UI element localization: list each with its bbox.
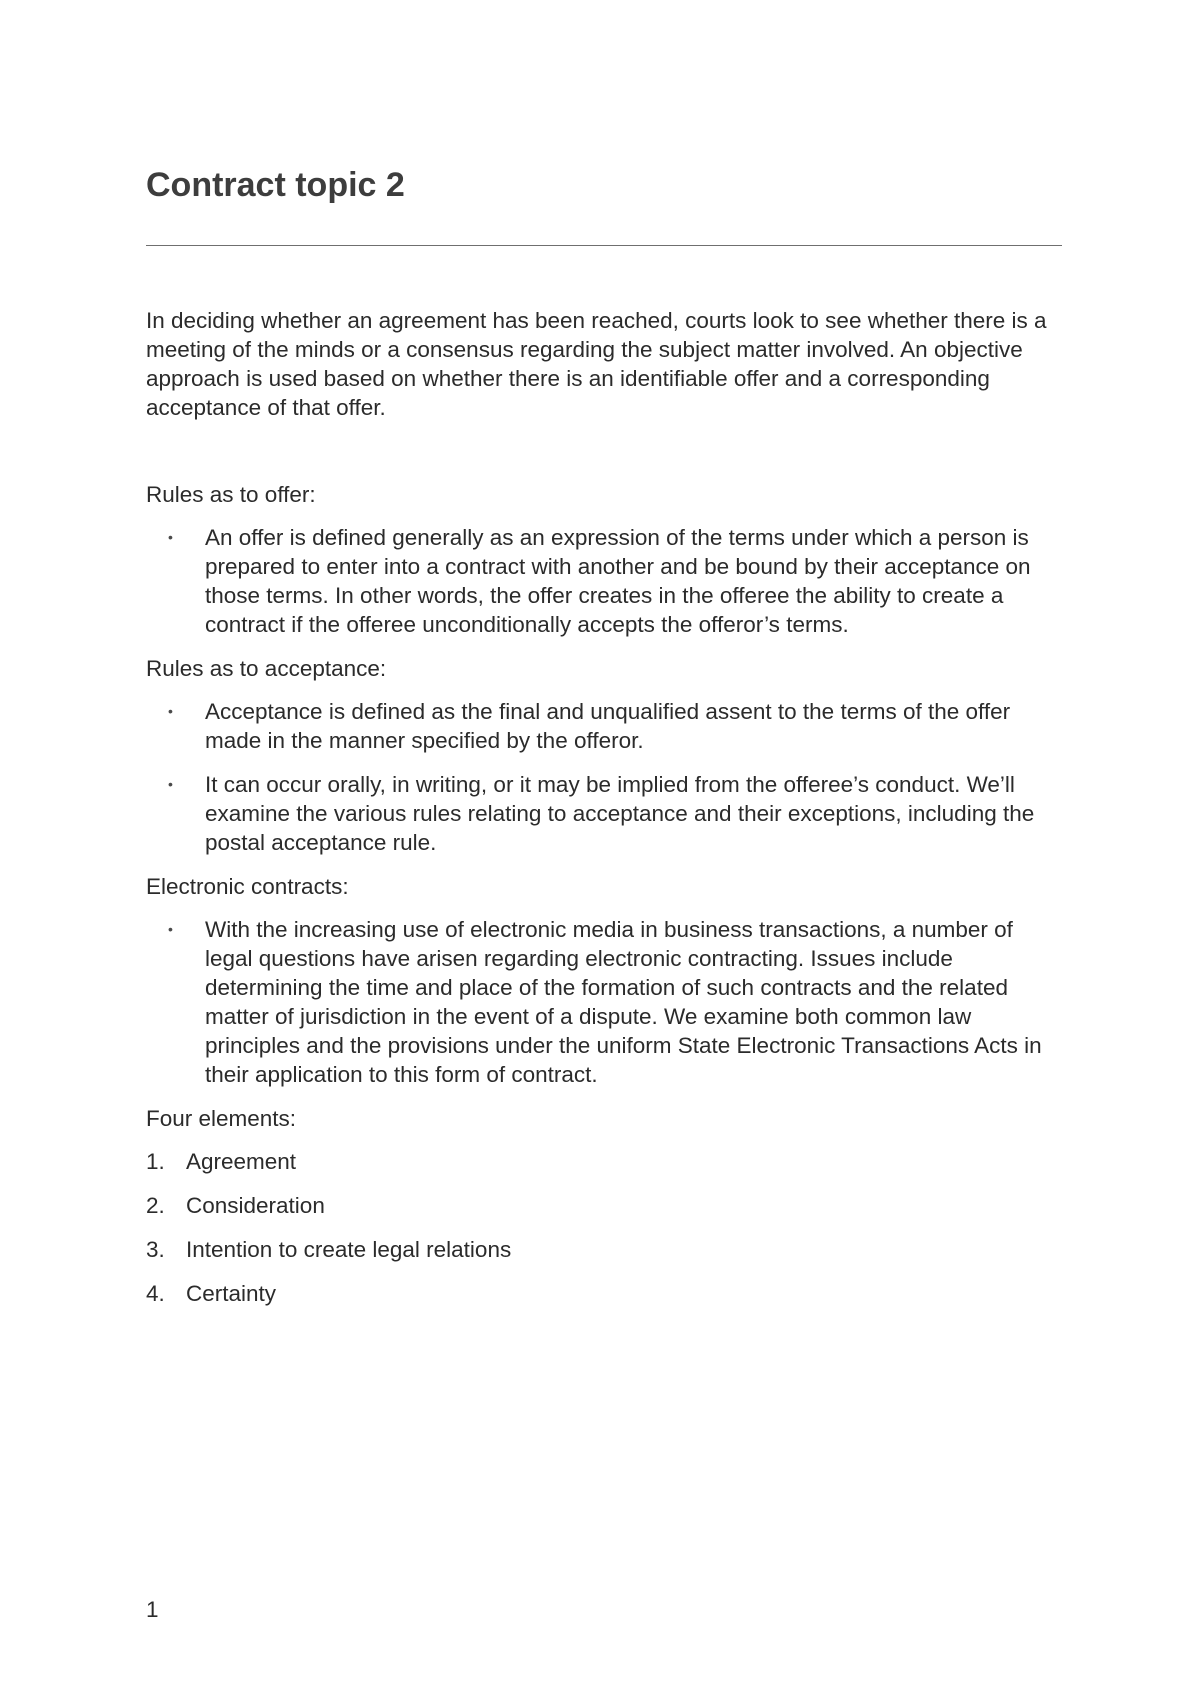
section-four-elements [146, 1104, 1066, 1308]
section-offer [146, 480, 1066, 639]
section-acceptance [146, 654, 1066, 857]
bullet-text: An offer is defined generally as an expression of the terms under which a person is prepared to enter into a contract with another and be bound by their acceptance on those terms. In other words, the offer creates in the offeree the ability to create a contract if the offeree unconditionally accepts the offeror’s terms. [205, 525, 1031, 637]
section-heading: Electronic contracts: [146, 874, 349, 899]
intro-paragraph: In deciding whether an agreement has been reached, courts look to see whether there is a meeting of the minds or a consensus regarding the subject matter involved. An objective approach is used based on whether there is an identifiable offer and a corresponding acceptance of that offer. [146, 308, 1047, 420]
bullet-item [146, 697, 1066, 755]
numbered-item [146, 1191, 1066, 1220]
section-heading: Rules as to acceptance: [146, 656, 387, 681]
numbered-item [146, 1147, 1066, 1176]
bullet-item [146, 770, 1066, 857]
item-text: Certainty [186, 1281, 277, 1306]
item-number: 1. [146, 1149, 165, 1174]
section-electronic-contracts [146, 872, 1066, 1089]
item-text: Consideration [186, 1193, 325, 1218]
bullet-icon: • [168, 776, 173, 792]
item-number: 2. [146, 1193, 165, 1218]
numbered-item [146, 1279, 1066, 1308]
numbered-item [146, 1235, 1066, 1264]
page-title: Contract topic 2 [146, 166, 405, 204]
bullet-list [146, 523, 1066, 639]
bullet-icon: • [168, 703, 173, 719]
document-body [146, 306, 1066, 1323]
item-text: Agreement [186, 1149, 297, 1174]
section-heading: Four elements: [146, 1106, 297, 1131]
item-text: Intention to create legal relations [186, 1237, 512, 1262]
bullet-item [146, 523, 1066, 639]
bullet-list [146, 915, 1066, 1089]
bullet-icon: • [168, 921, 173, 937]
title-divider [146, 245, 1062, 246]
bullet-list [146, 697, 1066, 857]
bullet-item [146, 915, 1066, 1089]
bullet-text: Acceptance is defined as the final and unqualified assent to the terms of the offer made in the manner specified by the offeror. [205, 699, 1011, 753]
item-number: 3. [146, 1237, 165, 1262]
item-number: 4. [146, 1281, 165, 1306]
page-number: 1 [146, 1597, 159, 1622]
bullet-text: With the increasing use of electronic media in business transactions, a number of legal questions have arisen regarding electronic contracting. Issues include determining the time and place of the formation of such contracts and the related matter of jurisdiction in the event of a dispute. We examine both common law principles and the provisions under the uniform State Electronic Transactions Acts in their application to this form of contract. [205, 917, 1042, 1087]
bullet-icon: • [168, 529, 173, 545]
section-heading: Rules as to offer: [146, 482, 316, 507]
numbered-list [146, 1147, 1066, 1308]
bullet-text: It can occur orally, in writing, or it may be implied from the offeree’s conduct. We’ll examine the various rules relating to acceptance and their exceptions, including the postal acceptance rule. [205, 772, 1035, 855]
